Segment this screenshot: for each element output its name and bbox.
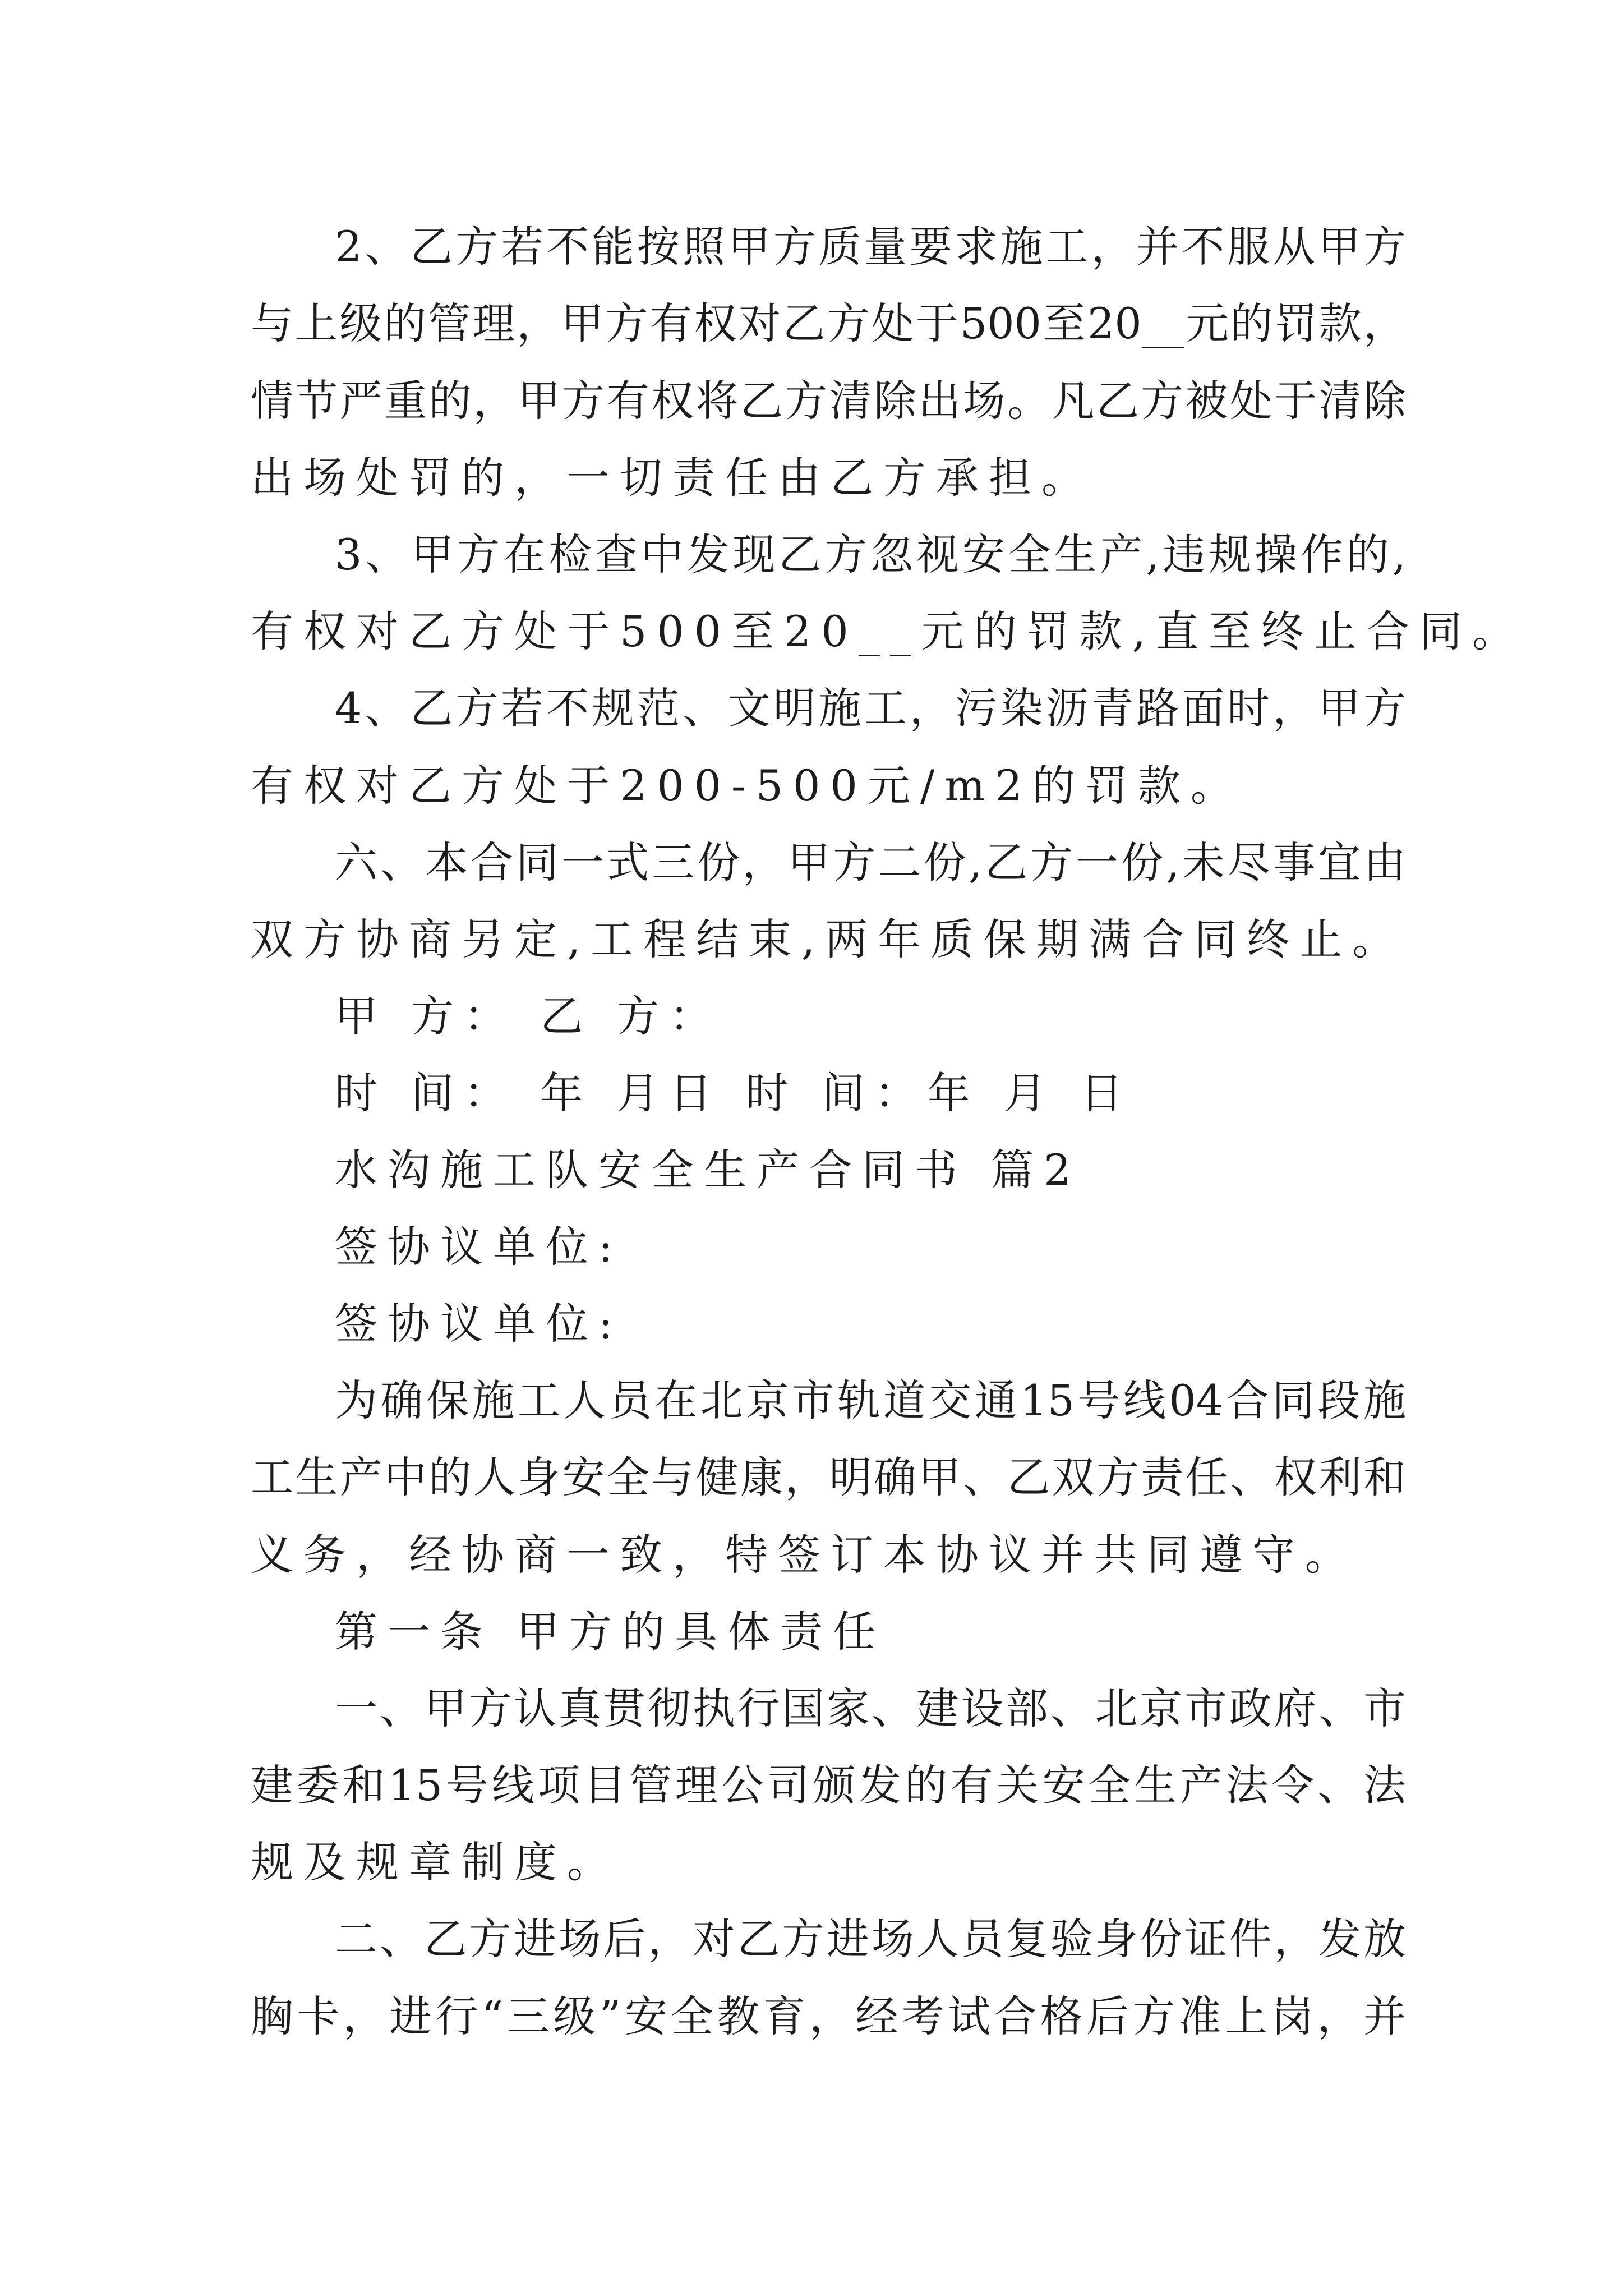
paragraph-line: 情节严重的，甲方有权将乙方清除出场。凡乙方被处于清除 — [251, 376, 1406, 426]
signing-unit-line: 签协议单位: — [335, 1222, 623, 1272]
paragraph-line: 双方协商另定,工程结束,两年质保期满合同终止。 — [251, 914, 1405, 964]
paragraph-line: 胸卡，进行“三级”安全教育，经考试合格后方准上岗，并 — [251, 1991, 1406, 2041]
paragraph-line: 与上级的管理，甲方有权对乙方处于500至20__元的罚款， — [251, 298, 1406, 348]
paragraph-line: 4、乙方若不规范、文明施工，污染沥青路面时，甲方 — [335, 683, 1406, 733]
signature-party-line: 甲 方： 乙 方： — [335, 991, 722, 1041]
article-heading: 第一条 甲方的具体责任 — [335, 1607, 886, 1657]
paragraph-line: 工生产中的人身安全与健康，明确甲、乙双方责任、权利和 — [251, 1452, 1406, 1502]
paragraph-line: 六、本合同一式三份，甲方二份,乙方一份,未尽事宜由 — [335, 838, 1406, 887]
section-title: 水沟施工队安全生产合同书 篇2 — [335, 1145, 1081, 1195]
paragraph-line: 规及规章制度。 — [251, 1837, 620, 1887]
paragraph-line: 义务，经协商一致，特签订本协议并共同遵守。 — [251, 1530, 1358, 1580]
paragraph-line: 为确保施工人员在北京市轨道交通15号线04合同段施 — [335, 1375, 1406, 1425]
signature-date-line: 时 间： 年 月日 时 间：年 月 日 — [335, 1068, 1133, 1118]
paragraph-line: 有权对乙方处于200-500元/m2的罚款。 — [251, 761, 1243, 811]
paragraph-line: 二、乙方进场后，对乙方进场人员复验身份证件，发放 — [335, 1914, 1406, 1964]
paragraph-line: 3、甲方在检查中发现乙方忽视安全生产,违规操作的, — [335, 530, 1406, 579]
paragraph-line: 建委和15号线项目管理公司颁发的有关安全生产法令、法 — [251, 1760, 1406, 1810]
paragraph-line: 一、甲方认真贯彻执行国家、建设部、北京市政府、市 — [335, 1683, 1406, 1733]
signing-unit-line: 签协议单位: — [335, 1299, 623, 1349]
paragraph-line: 2、乙方若不能按照甲方质量要求施工，并不服从甲方 — [335, 222, 1406, 272]
paragraph-line: 出场处罚的，一切责任由乙方承担。 — [251, 453, 1094, 503]
paragraph-line: 有权对乙方处于500至20__元的罚款,直至终止合同。 — [251, 606, 1525, 656]
